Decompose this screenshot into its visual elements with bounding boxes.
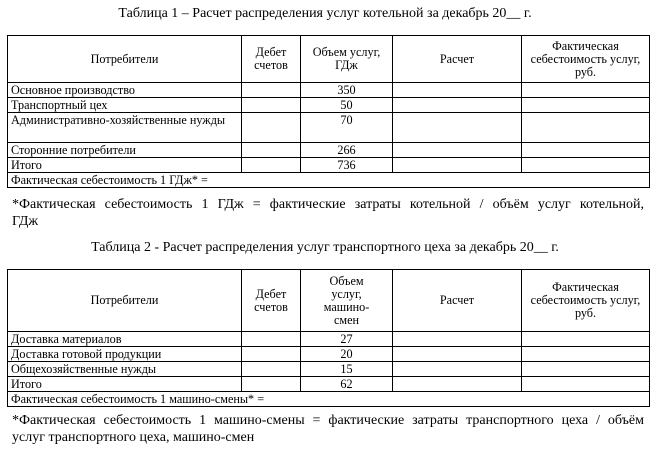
row-cost <box>522 347 650 362</box>
row-volume: 62 <box>301 377 393 392</box>
table1 <box>7 35 650 188</box>
row-cost <box>522 143 650 158</box>
table-row <box>8 83 650 98</box>
row-cost <box>522 362 650 377</box>
col-header-cost: Фактическая себестоимость услуг, руб. <box>522 270 650 332</box>
col-header-debit: Дебет счетов <box>242 270 301 332</box>
row-consumer: Административно-хозяйственные нужды <box>8 113 242 143</box>
row-consumer: Итого <box>8 377 242 392</box>
table2-footer: Фактическая себестоимость 1 машино-смены* = <box>8 392 650 407</box>
row-consumer: Сторонние потребители <box>8 143 242 158</box>
col-header-calc: Расчет <box>393 36 522 83</box>
row-volume: 27 <box>301 332 393 347</box>
table2-note-line1: *Фактическая себестоимость 1 машино-смены = фактические затраты транспортного цеха / объём <box>12 413 644 428</box>
table-row <box>8 113 650 143</box>
row-cost <box>522 83 650 98</box>
row-cost <box>522 377 650 392</box>
row-consumer: Транспортный цех <box>8 98 242 113</box>
row-volume: 20 <box>301 347 393 362</box>
row-consumer: Итого <box>8 158 242 173</box>
row-cost <box>522 113 650 143</box>
col-header-debit: Дебет счетов <box>242 36 301 83</box>
row-calc <box>393 83 522 98</box>
table1-note-line1: *Фактическая себестоимость 1 ГДж = фактические затраты котельной / объём услуг котельной, <box>12 197 644 212</box>
table-row <box>8 143 650 158</box>
row-calc <box>393 332 522 347</box>
table1-footer-row <box>8 173 650 188</box>
table-row <box>8 332 650 347</box>
row-consumer: Общехозяйственные нужды <box>8 362 242 377</box>
row-debit <box>242 158 301 173</box>
table-row-total <box>8 158 650 173</box>
row-consumer: Основное производство <box>8 83 242 98</box>
row-volume: 736 <box>301 158 393 173</box>
row-debit <box>242 332 301 347</box>
row-volume: 50 <box>301 98 393 113</box>
row-consumer: Доставка готовой продукции <box>8 347 242 362</box>
table1-note-line2: ГДж <box>12 214 39 229</box>
row-debit <box>242 98 301 113</box>
row-debit <box>242 347 301 362</box>
row-volume: 15 <box>301 362 393 377</box>
table-row <box>8 98 650 113</box>
row-cost <box>522 98 650 113</box>
row-calc <box>393 113 522 143</box>
col-header-consumers: Потребители <box>8 36 242 83</box>
row-consumer: Доставка материалов <box>8 332 242 347</box>
row-calc <box>393 98 522 113</box>
col-header-consumers: Потребители <box>8 270 242 332</box>
col-header-calc: Расчет <box>393 270 522 332</box>
row-volume: 350 <box>301 83 393 98</box>
row-volume: 70 <box>301 113 393 143</box>
row-cost <box>522 332 650 347</box>
col-header-volume: Объем услуг, машино-смен <box>301 270 393 332</box>
table1-caption: Таблица 1 – Расчет распределения услуг котельной за декабрь 20__ г. <box>118 6 532 21</box>
row-volume: 266 <box>301 143 393 158</box>
table1-header-row <box>8 36 650 83</box>
table2-header-row <box>8 270 650 332</box>
row-debit <box>242 377 301 392</box>
table2-footer-row <box>8 392 650 407</box>
table-row-total <box>8 377 650 392</box>
row-debit <box>242 362 301 377</box>
table-row <box>8 347 650 362</box>
col-header-cost: Фактическая себестоимость услуг, руб. <box>522 36 650 83</box>
row-cost <box>522 158 650 173</box>
table2-caption: Таблица 2 - Расчет распределения услуг транспортного цеха за декабрь 20__ г. <box>91 240 559 255</box>
row-calc <box>393 377 522 392</box>
row-debit <box>242 83 301 98</box>
row-calc <box>393 347 522 362</box>
table2 <box>7 269 650 407</box>
row-calc <box>393 362 522 377</box>
table-row <box>8 362 650 377</box>
row-calc <box>393 143 522 158</box>
col-header-volume: Объем услуг, ГДж <box>301 36 393 83</box>
row-debit <box>242 143 301 158</box>
row-calc <box>393 158 522 173</box>
row-debit <box>242 113 301 143</box>
table2-note-line2: услуг транспортного цеха, машино-смен <box>12 430 255 445</box>
table1-footer: Фактическая себестоимость 1 ГДж* = <box>8 173 650 188</box>
